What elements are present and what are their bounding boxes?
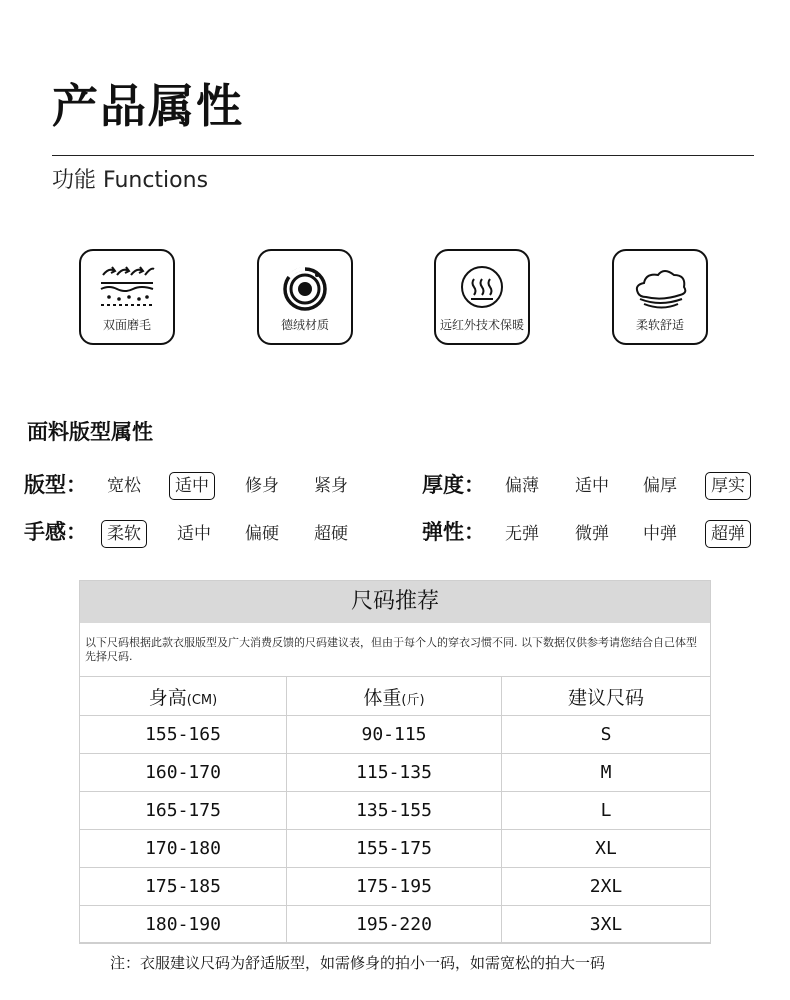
thickness-option-thick: 偏厚 xyxy=(643,476,677,496)
feature-label: 德绒材质 xyxy=(280,318,329,332)
table-row xyxy=(80,792,711,830)
feature-label: 远红外技术保暖 xyxy=(439,318,524,332)
elasticity-option-slight: 微弹 xyxy=(575,524,609,544)
feature-label: 双面磨毛 xyxy=(102,318,151,332)
size-cell: S xyxy=(502,716,711,754)
size-table xyxy=(79,676,711,944)
feature-card-velvet xyxy=(257,249,353,345)
feature-card-infrared xyxy=(434,249,530,345)
weight-cell: 175-195 xyxy=(287,868,502,906)
elasticity-option-high-selected: 超弹 xyxy=(705,520,751,548)
table-row xyxy=(80,868,711,906)
header-size: 建议尺码 xyxy=(502,677,711,716)
thickness-option-medium: 适中 xyxy=(575,476,609,496)
fit-label: 版型： xyxy=(24,473,87,497)
elasticity-option-medium: 中弹 xyxy=(643,524,677,544)
height-cell: 165-175 xyxy=(80,792,287,830)
size-chart-title: 尺码推荐 xyxy=(80,581,710,623)
thickness-option-heavy-selected: 厚实 xyxy=(705,472,751,500)
fit-option-regular-selected: 适中 xyxy=(169,472,215,500)
height-cell: 180-190 xyxy=(80,906,287,944)
size-cell: 2XL xyxy=(502,868,711,906)
table-row xyxy=(80,754,711,792)
feel-option-medium: 适中 xyxy=(177,524,211,544)
feel-label: 手感： xyxy=(24,520,87,544)
title-divider xyxy=(52,155,754,156)
feel-option-very-firm: 超硬 xyxy=(314,524,348,544)
size-cell: XL xyxy=(502,830,711,868)
feel-option-firm: 偏硬 xyxy=(245,524,279,544)
feature-card-double-brushed xyxy=(79,249,175,345)
height-cell: 170-180 xyxy=(80,830,287,868)
functions-subtitle: 功能 Functions xyxy=(52,168,209,193)
double-brushed-icon xyxy=(99,261,155,313)
velvet-material-icon xyxy=(277,261,333,313)
height-cell: 175-185 xyxy=(80,868,287,906)
weight-cell: 90-115 xyxy=(287,716,502,754)
feel-option-soft-selected: 柔软 xyxy=(101,520,147,548)
weight-cell: 155-175 xyxy=(287,830,502,868)
fit-option-slim: 修身 xyxy=(245,476,279,496)
elasticity-label: 弹性： xyxy=(422,520,485,544)
page-title: 产品属性 xyxy=(52,79,244,133)
header-height: 身高(CM) xyxy=(80,677,287,716)
size-cell: 3XL xyxy=(502,906,711,944)
size-chart-notice: 以下尺码根据此款衣服版型及广大消费反馈的尺码建议表，但由于每个人的穿衣习惯不同. 以下数据仅供参考请您结合自己体型先择尺码. xyxy=(85,636,697,663)
weight-cell: 115-135 xyxy=(287,754,502,792)
far-infrared-warmth-icon xyxy=(454,261,510,313)
weight-cell: 135-155 xyxy=(287,792,502,830)
soft-cloud-icon xyxy=(632,261,688,313)
fit-option-tight: 紧身 xyxy=(314,476,348,496)
size-cell: L xyxy=(502,792,711,830)
size-cell: M xyxy=(502,754,711,792)
table-row xyxy=(80,830,711,868)
fabric-section-title: 面料版型属性 xyxy=(27,420,153,444)
header-weight: 体重(斤) xyxy=(287,677,502,716)
table-row xyxy=(80,716,711,754)
size-footnote: 注：衣服建议尺码为舒适版型，如需修身的拍小一码，如需宽松的拍大一码 xyxy=(110,954,606,972)
feature-label: 柔软舒适 xyxy=(635,318,684,332)
height-cell: 155-165 xyxy=(80,716,287,754)
size-table-header-row xyxy=(80,677,711,716)
elasticity-option-none: 无弹 xyxy=(505,524,539,544)
thickness-label: 厚度： xyxy=(422,473,485,497)
height-cell: 160-170 xyxy=(80,754,287,792)
weight-cell: 195-220 xyxy=(287,906,502,944)
feature-card-soft xyxy=(612,249,708,345)
thickness-option-thin: 偏薄 xyxy=(505,476,539,496)
table-row xyxy=(80,906,711,944)
fit-option-loose: 宽松 xyxy=(107,476,141,496)
